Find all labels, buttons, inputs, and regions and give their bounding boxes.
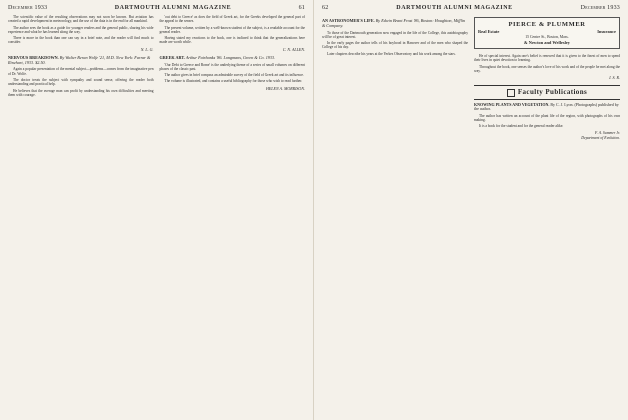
reviewer-signature: HELEN A. MORRISON. [265,85,305,91]
reviewer-signature: C. N. ALLEN. [282,46,305,52]
paragraph: The present volume, written by a well-known student of the subject, is a readable account for the general reader. [159,25,305,34]
book-title: KNOWING PLANTS AND VEGETATION. [474,101,550,107]
paragraph: He believes that the average man can profit by understanding his own difficulties and meeting them with courage. [8,88,154,97]
book-heading [322,19,468,29]
paragraph: Later chapters describe his years at the Yerkes Observatory and his work among the stars. [327,51,456,56]
left-column-2 [160,15,306,99]
running-head-left [0,0,313,13]
paragraph: 'Our Debt to Greece and Rome' is the underlying theme of a series of small volumes on different phases of the classic past. [159,62,305,71]
right-page [314,0,628,420]
book-details: By C. J. Lyon. (Photographs) published by the author. [474,101,619,112]
faculty-book-heading [474,103,620,112]
left-column-1 [8,15,154,99]
book-title: GREEK ART. [159,54,185,60]
book-details: By Walter Beran Wolfe '21, M.D. New York: Farrar & Rinehart, 1933. $2.50. [8,54,151,65]
page-number: 62 [322,5,329,11]
right-column-1 [322,15,468,140]
reviewer-signature: I. S. R. [609,75,620,81]
book-title: AN ASTRONOMER'S LIFE. [322,18,375,23]
ad-company-name: PIERCE & PLUMMER [508,21,586,28]
paragraph: There is more in the book than one can say in a brief note, and the reader will find much to consider. [8,36,154,45]
paragraph: 'out debt to Greece' as does the field of Greek art, for the Greeks developed the general part of the appeal to the senses. [159,15,305,24]
book-details: By Edwin Brant Frost '86, Boston: Houghton, Mifflin & Company. [322,18,466,28]
paragraph: The author gives in brief compass an admirable survey of the field of Greek art and its influence. [164,73,304,78]
section-heading [474,85,620,99]
paragraph: The scientific value of the resulting observations may not soon be known. But aviation has created a rapid development in meteorology, and the use of the data is in the end for all mankind. [8,15,154,24]
paragraph: The doctor treats the subject with sympathy and sound sense, offering the reader both understanding and practical help. [8,77,154,87]
paragraph: To those of the Dartmouth generation now engaged in the life of the College, this autobiography will be of great interest. [322,30,468,39]
book-heading [8,56,154,66]
page-date: December 1933 [8,5,48,11]
book-title: NERVOUS BREAKDOWN. [8,54,59,60]
reviewer-signature: N. L. G. [140,46,154,52]
book-details: Arthur Fairbanks '86. Longmans, Green & Co. 1933. [185,54,276,60]
paragraph: The author sees the book as a guide for younger readers and the general public, sharing his wide experience and what he has learned along the way. [8,25,154,34]
section-ornament-icon [507,89,515,97]
paragraph: In the early pages the author tells of his boyhood in Hanover and of the men who shaped the College of his day. [322,41,468,50]
page-number: 61 [298,5,305,11]
ad-agency: & Newton and Wellesley [524,40,570,45]
ad-address: 15 Centre St., Boston, Mass. [525,35,569,39]
page-date: December 1933 [580,5,620,11]
advertisement-box [474,17,620,49]
section-title: Faculty Publications [517,88,588,97]
running-head-right [314,0,628,13]
reviewer-department: Department of Evolution. [581,135,620,140]
paragraph: Having stated my reactions to the book, one is inclined to think that the generalizations here made are worth while. [159,36,305,45]
right-column-2 [474,15,620,140]
ad-right-text: Insurance [597,29,616,34]
magazine-title: DARTMOUTH ALUMNI MAGAZINE [396,5,513,11]
paragraph: Throughout the book, one senses the author's love of his work and of the people he met along the way. [474,64,620,73]
paragraph: He of special interest. Again one's belief is renewed that it is given to the finest of men to spend their lives in quiet devotion to learning. [474,54,620,63]
reviewer-name: F. A. Summer Jr. [595,130,620,135]
magazine-title: DARTMOUTH ALUMNI MAGAZINE [114,5,232,11]
paragraph: Again a popular presentation of the mental subject—problems—comes from the imaginative pen of Dr. Wolfe. [8,67,154,76]
ad-left-text: Real Estate [478,29,500,34]
paragraph: The author has written an account of the plant life of the region, with photographs of his own making. [474,113,620,123]
paragraph: The volume is illustrated, and contains a useful bibliography for those who wish to read further. [164,79,303,84]
book-heading [160,56,306,61]
paragraph: It is a book for the student and for the general reader alike. [479,124,564,129]
